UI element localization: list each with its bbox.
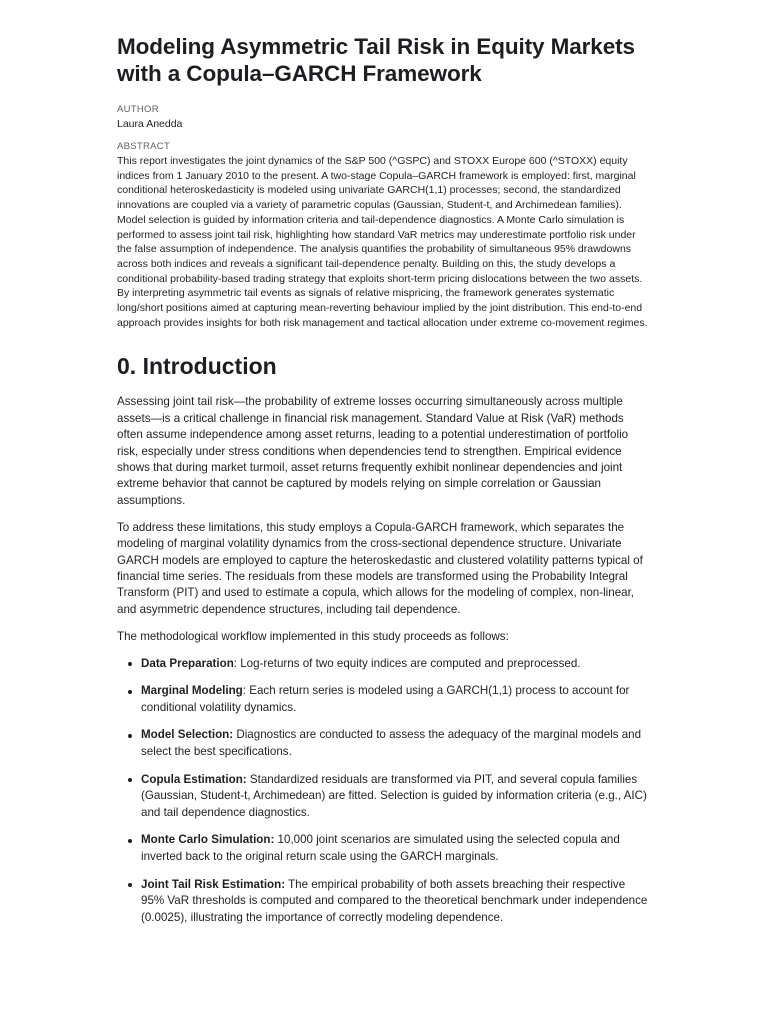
workflow-item-text: The empirical probability of both assets breaching their respective 95% VaR thresholds is computed and compared to the theoretical benchmark under independence (0.0025), illustrating the importance of correctly modeling dependence. (141, 877, 648, 924)
bullet-icon (128, 839, 132, 843)
workflow-item-text: Standardized residuals are transformed via PIT, and several copula families (Gaussian, Student-t, Archimedean) are fitted. Selection is guided by information criteria (e.g., AIC) and tail dependence diagnostics. (141, 772, 647, 819)
workflow-item-text: : Each return series is modeled using a GARCH(1,1) process to account for conditional volatility dynamics. (141, 684, 630, 714)
workflow-list-item (117, 656, 651, 673)
workflow-item-term: Monte Carlo Simulation: (141, 833, 275, 847)
workflow-list-item (117, 683, 651, 716)
workflow-list-item (117, 877, 651, 927)
section-heading-introduction: 0. Introduction (117, 353, 277, 380)
bullet-icon (128, 662, 132, 666)
workflow-list-item (117, 772, 651, 822)
workflow-list (117, 656, 651, 927)
workflow-item-term: Joint Tail Risk Estimation: (141, 877, 286, 891)
paper-title: Modeling Asymmetric Tail Risk in Equity Markets with a Copula–GARCH Framework (117, 34, 635, 86)
bullet-icon (128, 734, 132, 738)
abstract-label: ABSTRACT (117, 141, 171, 152)
workflow-item-text: : Log-returns of two equity indices are computed and preprocessed. (233, 656, 581, 670)
author-name: Laura Anedda (117, 118, 183, 130)
workflow-intro-paragraph: The methodological workflow implemented in this study proceeds as follows: (117, 629, 509, 643)
workflow-item-text: 10,000 joint scenarios are simulated using the selected copula and inverted back to the original return scale using the GARCH marginals. (141, 833, 620, 863)
intro-paragraph: Assessing joint tail risk—the probability of extreme losses occurring simultaneously across multiple assets—is a critical challenge in financial risk management. Standard Value at Risk (VaR) methods often assume independence among asset returns, leading to a potential underestimation of portfolio risk, especially under stress conditions when dependencies tend to strengthen. Empirical evidence shows that during market turmoil, asset returns frequently exhibit nonlinear dependencies and joint extreme behavior that cannot be captured by models relying on simple correlation or Gaussian assumptions. (117, 395, 629, 507)
bullet-icon (128, 883, 132, 887)
bullet-icon (128, 778, 132, 782)
workflow-item-term: Copula Estimation: (141, 772, 247, 786)
workflow-item-term: Model Selection: (141, 728, 234, 742)
workflow-list-item (117, 727, 651, 760)
workflow-item-text: Diagnostics are conducted to assess the adequacy of the marginal models and select the best specifications. (141, 728, 642, 758)
bullet-icon (128, 690, 132, 694)
workflow-list-item (117, 832, 651, 865)
abstract-text: This report investigates the joint dynamics of the S&P 500 (^GSPC) and STOXX Europe 600 (^STOXX) equity indices from 1 January 2010 to the present. A two-stage Copula–GARCH framework is employed: first, marginal conditional heteroskedasticity is modeled using univariate GARCH(1,1) processes; second, the standardized innovations are coupled via a variety of parametric copulas (Gaussian, Student-t, and Archimedean families). Model selection is guided by information criteria and tail-dependence diagnostics. A Monte Carlo simulation is performed to assess joint tail risk, highlighting how standard VaR metrics may underestimate portfolio risk under the false assumption of independence. The analysis quantifies the probability of simultaneous 95% drawdowns across both indices and reveals a significant tail-dependence penalty. Building on this, the study develops a conditional probability-based trading strategy that exploits short-term pricing dislocations between the two assets. By interpreting asymmetric tail events as signals of relative mispricing, the framework generates systematic long/short positions aimed at capturing mean-reverting behaviour implied by the joint distribution. This end-to-end approach provides insights for both risk management and tactical allocation under extreme co-movement regimes. (117, 155, 648, 329)
workflow-item-term: Marginal Modeling (141, 684, 243, 698)
intro-paragraph: To address these limitations, this study employs a Copula-GARCH framework, which separates the modeling of marginal volatility dynamics from the cross-sectional dependence structure. Univariate GARCH models are employed to capture the heteroskedastic and clustered volatility patterns typical of financial time series. The residuals from these models are transformed using the Probability Integral Transform (PIT) and used to estimate a copula, which allows for the modeling of complex, non-linear, and asymmetric dependence structures, including tail dependence. (117, 520, 643, 616)
workflow-item-term: Data Preparation (141, 656, 234, 670)
author-label: AUTHOR (117, 104, 159, 115)
